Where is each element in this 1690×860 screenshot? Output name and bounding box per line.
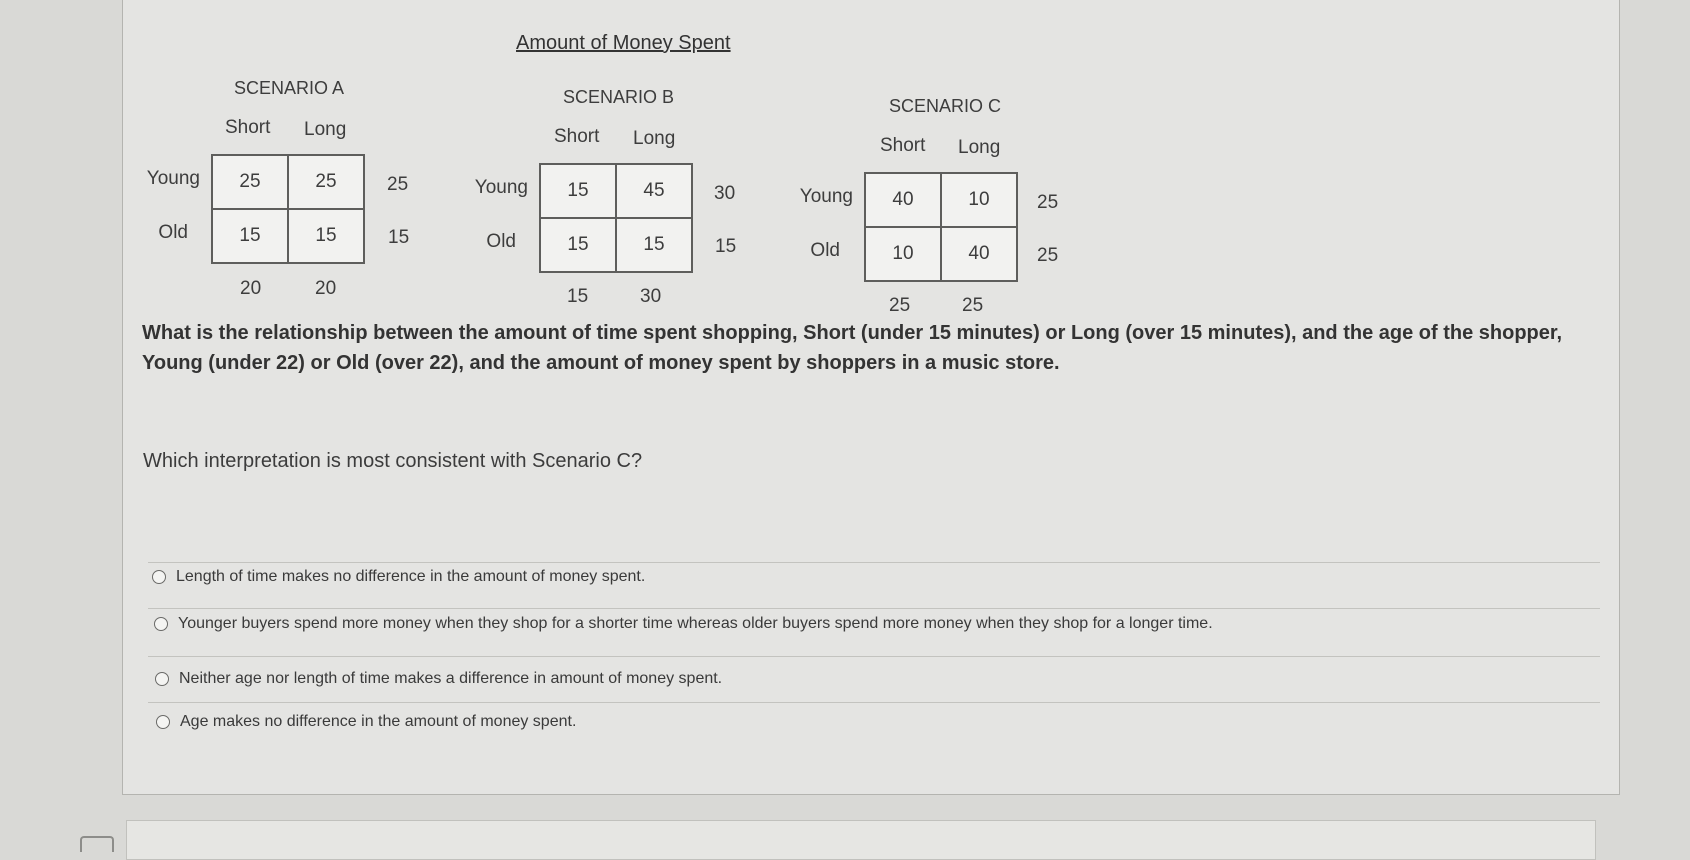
- scenario-b-col-short: Short: [554, 126, 600, 147]
- scenario-c-col-total: 25: [962, 295, 984, 316]
- scenario-c-col-long: Long: [958, 137, 1001, 158]
- scenario-a-cell: 25: [288, 155, 364, 209]
- scenario-b-col-long: Long: [633, 128, 676, 149]
- scenario-a-col-long: Long: [304, 119, 347, 140]
- scenario-c-col-short: Short: [880, 135, 926, 156]
- scenario-c-row-old: Old: [810, 240, 840, 261]
- scenario-a-row-old: Old: [158, 222, 188, 243]
- scenario-b-cell: 45: [616, 164, 692, 218]
- scenario-b-row-old: Old: [486, 231, 516, 252]
- scenario-c-cell: 40: [941, 227, 1017, 281]
- scenario-c-title: SCENARIO C: [889, 96, 1002, 116]
- scenario-c-cell: 10: [865, 227, 941, 281]
- option-divider: [148, 656, 1600, 657]
- scenario-c-row-total: 25: [1037, 245, 1059, 266]
- scenario-b-title: SCENARIO B: [563, 87, 675, 107]
- scenario-a-cell: 15: [288, 209, 364, 263]
- scenario-a-col-total: 20: [315, 278, 337, 299]
- scenario-a-title: SCENARIO A: [234, 78, 345, 98]
- scenario-b-table: [539, 163, 693, 273]
- scenario-c-row-young: Young: [799, 186, 853, 207]
- question-text: What is the relationship between the amount of time spent shopping, Short (under 15 minutes) or Long (over 15 minutes), and the age of the shopper, Young (under 22) or Old (over 22), and the amount of money spent by shoppers in a music store.: [142, 322, 1563, 374]
- option-divider: [148, 702, 1600, 703]
- scenario-c-table: [864, 172, 1018, 282]
- scenario-b-cell: 15: [616, 218, 692, 272]
- scenario-b-row-total: 30: [714, 183, 736, 204]
- answer-option-4[interactable]: [156, 713, 576, 731]
- scenario-b-cell: 15: [540, 164, 616, 218]
- radio-button[interactable]: [152, 570, 166, 584]
- scenario-b-col-total: 15: [567, 286, 589, 307]
- answer-option-1[interactable]: [152, 568, 645, 586]
- option-divider: [148, 608, 1600, 609]
- answer-option-label: Age makes no difference in the amount of money spent.: [180, 713, 577, 730]
- answer-option-label: Younger buyers spend more money when they shop for a shorter time whereas older buyers spend more money when they shop for a longer time.: [178, 615, 1213, 632]
- scenario-a-row-total: 15: [388, 227, 410, 248]
- answer-option-label: Length of time makes no difference in the amount of money spent.: [176, 568, 646, 585]
- option-divider: [148, 562, 1600, 563]
- scenario-c-row-total: 25: [1037, 192, 1059, 213]
- next-question-card: [126, 820, 1596, 860]
- scenario-b-row-total: 15: [715, 236, 737, 257]
- scenario-c-cell: 10: [941, 173, 1017, 227]
- answer-option-2[interactable]: [154, 615, 1213, 633]
- flag-icon[interactable]: [80, 836, 114, 852]
- scenario-b-row-young: Young: [474, 177, 528, 198]
- answer-option-3[interactable]: [155, 670, 722, 688]
- radio-button[interactable]: [154, 617, 168, 631]
- radio-button[interactable]: [156, 715, 170, 729]
- scenario-a-col-total: 20: [240, 278, 262, 299]
- scenario-a-cell: 15: [212, 209, 288, 263]
- answer-option-label: Neither age nor length of time makes a difference in amount of money spent.: [179, 670, 723, 687]
- main-title: Amount of Money Spent: [516, 32, 731, 54]
- scenario-c-col-total: 25: [889, 295, 911, 316]
- scenario-a-cell: 25: [212, 155, 288, 209]
- scenario-b-col-total: 30: [640, 286, 662, 307]
- scenario-b-cell: 15: [540, 218, 616, 272]
- scenario-a-table: [211, 154, 365, 264]
- scenario-c-cell: 40: [865, 173, 941, 227]
- radio-button[interactable]: [155, 672, 169, 686]
- scenario-a-col-short: Short: [225, 117, 271, 138]
- scenario-a-row-total: 25: [387, 174, 409, 195]
- question-prompt: Which interpretation is most consistent with Scenario C?: [143, 450, 643, 472]
- scenario-a-row-young: Young: [146, 168, 200, 189]
